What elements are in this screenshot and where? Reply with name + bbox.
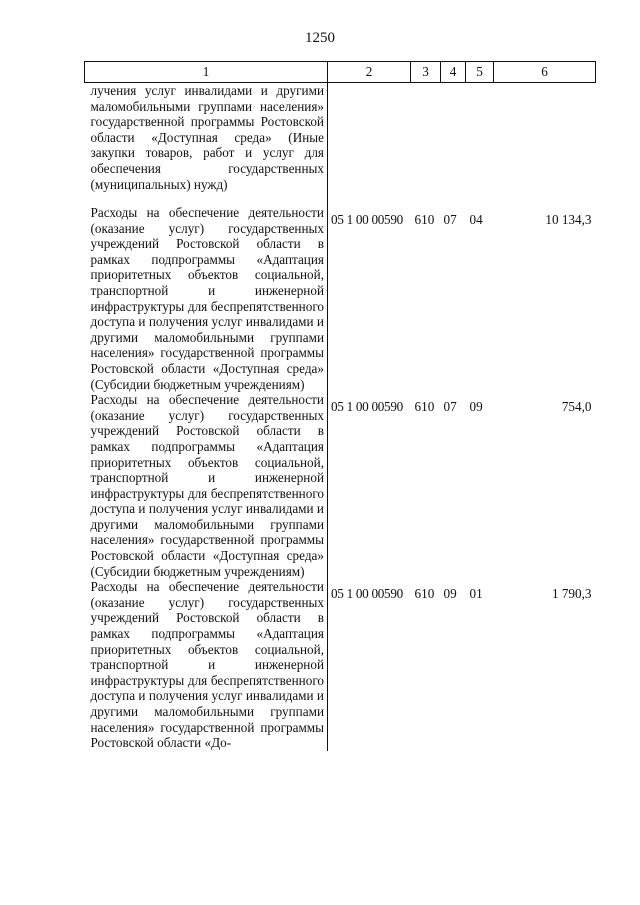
column-header: 1 — [85, 62, 328, 83]
row-description: лучения услуг инвалидами и другими маломобильными группами населения» государственной программы Ростовской области «Доступная среда» (Иные закупки товаров, работ и услуг для обеспечения государственных (муниципальных) нужд) — [85, 83, 328, 206]
table-row — [85, 392, 596, 579]
table-row — [85, 205, 596, 392]
row-expense-type: 610 — [414, 212, 435, 227]
row-amount: 754,0 — [561, 399, 592, 415]
budget-table — [84, 61, 596, 751]
row-section: 09 — [443, 586, 457, 602]
column-header: 2 — [328, 62, 411, 83]
row-target-code: 05 1 00 00590 — [331, 399, 403, 415]
row-target-code — [328, 83, 411, 206]
row-section — [441, 83, 466, 206]
row-amount: 10 134,3 — [545, 212, 592, 227]
row-description: Расходы на обеспечение деятельности (оказание услуг) государственных учреждений Ростовской области в рамках подпрограммы «Адаптация приоритетных объектов социальной, транспортной и инженерной инфраструктуры для беспрепятственного доступа и получения услуг инвалидами и другими маломобильными группами населения» государственной программы Ростовской области «Доступная среда» (Субсидии бюджетным учреждениям) — [85, 392, 328, 579]
row-subsection: 04 — [469, 212, 483, 227]
row-subsection: 09 — [469, 399, 483, 415]
row-target-code: 05 1 00 00590 — [331, 212, 403, 227]
page-number: 1250 — [305, 30, 335, 46]
row-section: 07 — [443, 399, 457, 415]
row-description: Расходы на обеспечение деятельности (оказание услуг) государственных учреждений Ростовской области в рамках подпрограммы «Адаптация приоритетных объектов социальной, транспортной и инженерной инфраструктуры для беспрепятственного доступа и получения услуг инвалидами и другими маломобильными группами населения» государственной программы Ростовской области «До- — [85, 579, 328, 751]
row-subsection — [466, 83, 494, 206]
row-expense-type: 610 — [414, 399, 435, 415]
column-header: 4 — [441, 62, 466, 83]
row-amount — [494, 83, 596, 206]
column-header: 6 — [494, 62, 596, 83]
row-target-code: 05 1 00 00590 — [331, 586, 403, 602]
row-description: Расходы на обеспечение деятельности (оказание услуг) государственных учреждений Ростовской области в рамках подпрограммы «Адаптация приоритетных объектов социальной, транспортной и инженерной инфраструктуры для беспрепятственного доступа и получения услуг инвалидами и другими маломобильными группами населения» государственной программы Ростовской области «Доступная среда» (Субсидии бюджетным учреждениям) — [85, 205, 328, 392]
row-expense-type — [411, 83, 441, 206]
row-amount: 1 790,3 — [551, 586, 592, 602]
row-section: 07 — [443, 212, 457, 227]
header-row — [85, 62, 596, 83]
column-header: 5 — [466, 62, 494, 83]
table-row — [85, 579, 596, 751]
row-expense-type: 610 — [414, 586, 435, 602]
table-row — [85, 83, 596, 206]
column-header: 3 — [411, 62, 441, 83]
row-subsection: 01 — [469, 586, 483, 602]
